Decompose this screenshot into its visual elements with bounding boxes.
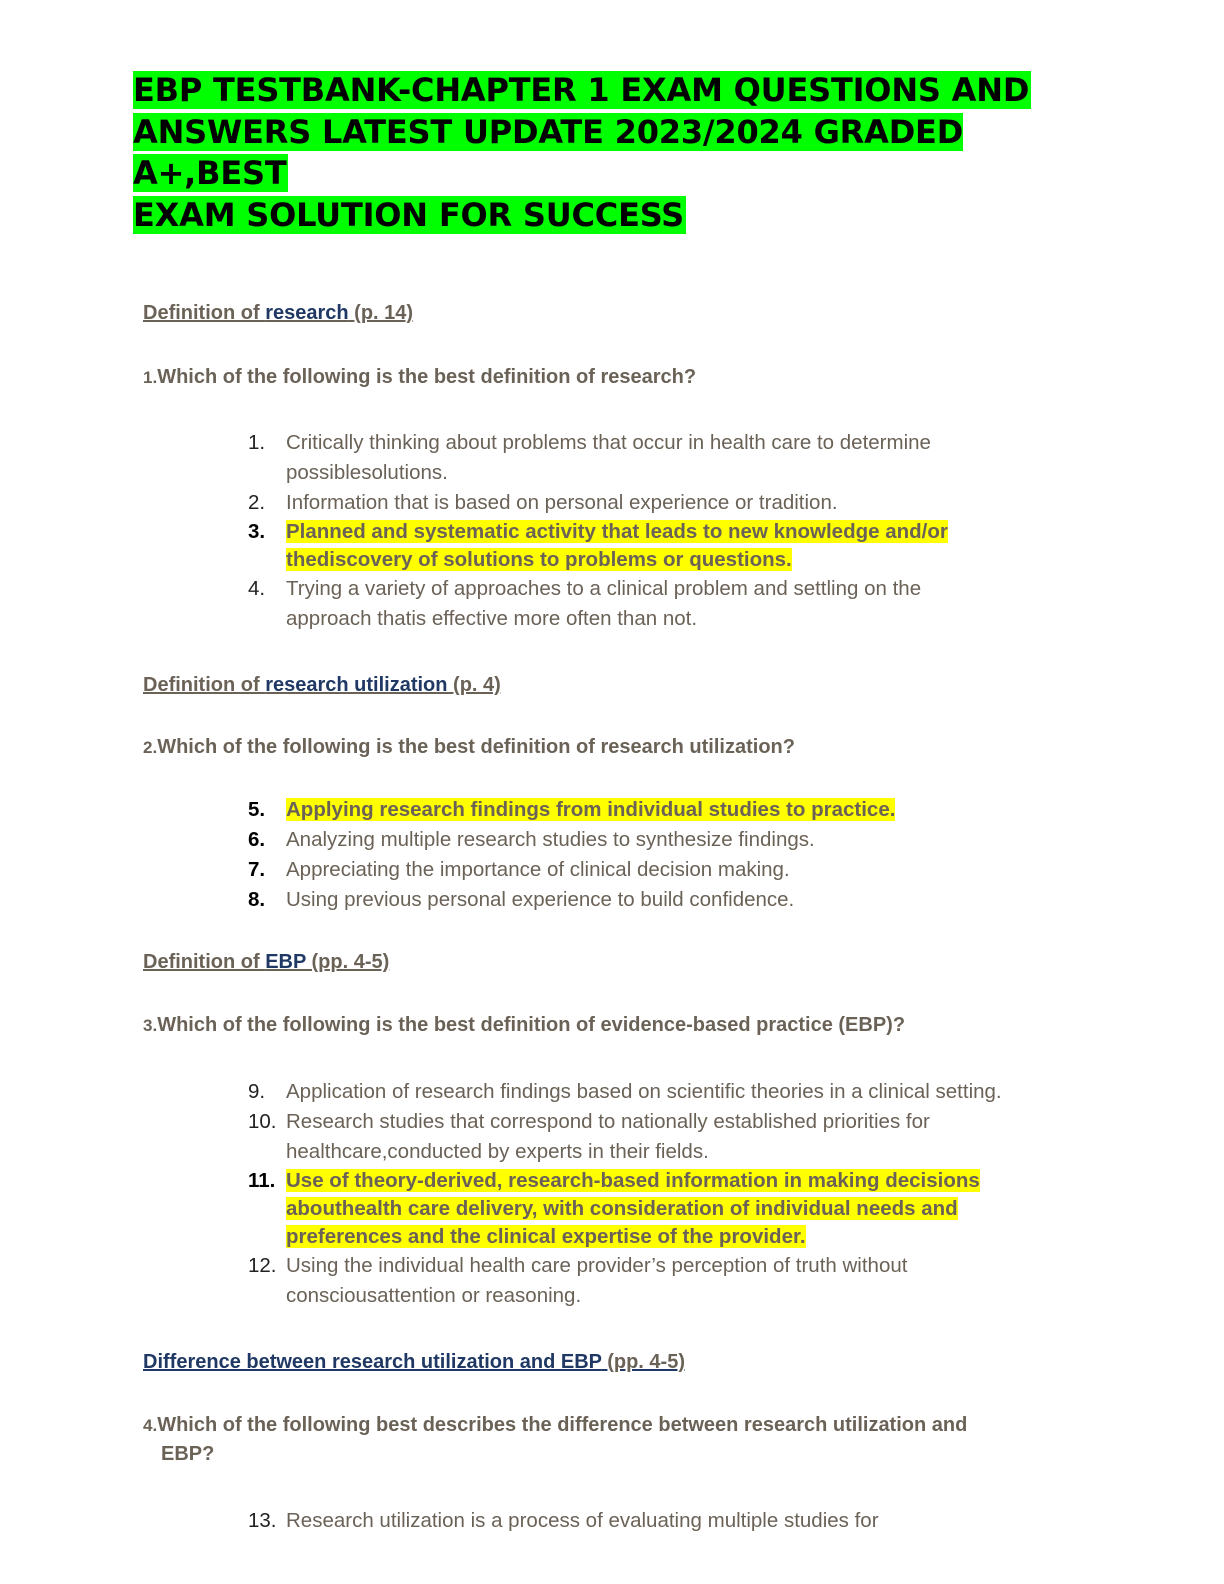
topic-link[interactable]: EBP	[265, 951, 306, 973]
options-list-4	[248, 1506, 1088, 1536]
options-list-3	[248, 1077, 1088, 1311]
topic-link[interactable]: Difference between research utilization and EBP	[143, 1351, 602, 1373]
option-6: 6. Analyzing multiple research studies to synthesize findings.	[248, 828, 815, 851]
option-10: 10. Research studies that correspond to nationally established priorities for healthcare,conducted by experts in their fields.	[248, 1110, 930, 1163]
section-heading-difference: Difference between research utilization and EBP (pp. 4-5)	[143, 1351, 685, 1373]
options-list-2	[248, 795, 1088, 915]
document-title	[133, 70, 1083, 236]
option-5-correct: 5. Applying research findings from individual studies to practice.	[248, 798, 896, 821]
option-4: 4. Trying a variety of approaches to a clinical problem and settling on the approach thatis effective more often than not.	[248, 577, 922, 630]
question-1: 1.Which of the following is the best definition of research?	[143, 366, 697, 388]
question-2: 2.Which of the following is the best definition of research utilization?	[143, 736, 795, 758]
title-line: EBP TESTBANK-CHAPTER 1 EXAM QUESTIONS AND	[133, 71, 1030, 109]
question-4: 4.Which of the following best describes the difference between research utilization and EBP?	[143, 1414, 968, 1465]
options-list-1	[248, 428, 1088, 634]
section-heading-research: Definition of research (p. 14)	[143, 302, 414, 324]
section-heading-research-utilization: Definition of research utilization (p. 4)	[143, 674, 501, 696]
option-1: 1. Critically thinking about problems that occur in health care to determine possiblesolutions.	[248, 431, 931, 484]
topic-link[interactable]: research utilization	[265, 674, 448, 696]
option-3-correct: 3. Planned and systematic activity that leads to new knowledge and/or thediscovery of solutions to problems or questions.	[248, 520, 948, 571]
question-3: 3.Which of the following is the best definition of evidence-based practice (EBP)?	[143, 1014, 906, 1036]
title-line: EXAM SOLUTION FOR SUCCESS	[133, 195, 684, 234]
option-9: 9. Application of research findings based on scientific theories in a clinical setting.	[248, 1080, 1002, 1103]
section-heading-ebp: Definition of EBP (pp. 4-5)	[143, 951, 390, 973]
option-2: 2. Information that is based on personal experience or tradition.	[248, 491, 838, 514]
topic-link[interactable]: research	[265, 302, 349, 324]
option-11-correct: 11. Use of theory-derived, research-based information in making decisions abouthealth care delivery, with consideration of individual needs and preferences and the clinical expertise of the provider.	[248, 1169, 980, 1248]
option-12: 12. Using the individual health care provider’s perception of truth without consciousattention or reasoning.	[248, 1254, 908, 1307]
option-13: 13. Research utilization is a process of evaluating multiple studies for	[248, 1509, 879, 1532]
option-7: 7. Appreciating the importance of clinical decision making.	[248, 858, 790, 881]
option-8: 8. Using previous personal experience to build confidence.	[248, 888, 795, 911]
title-line: ANSWERS LATEST UPDATE 2023/2024 GRADED A+,BEST	[133, 112, 964, 192]
